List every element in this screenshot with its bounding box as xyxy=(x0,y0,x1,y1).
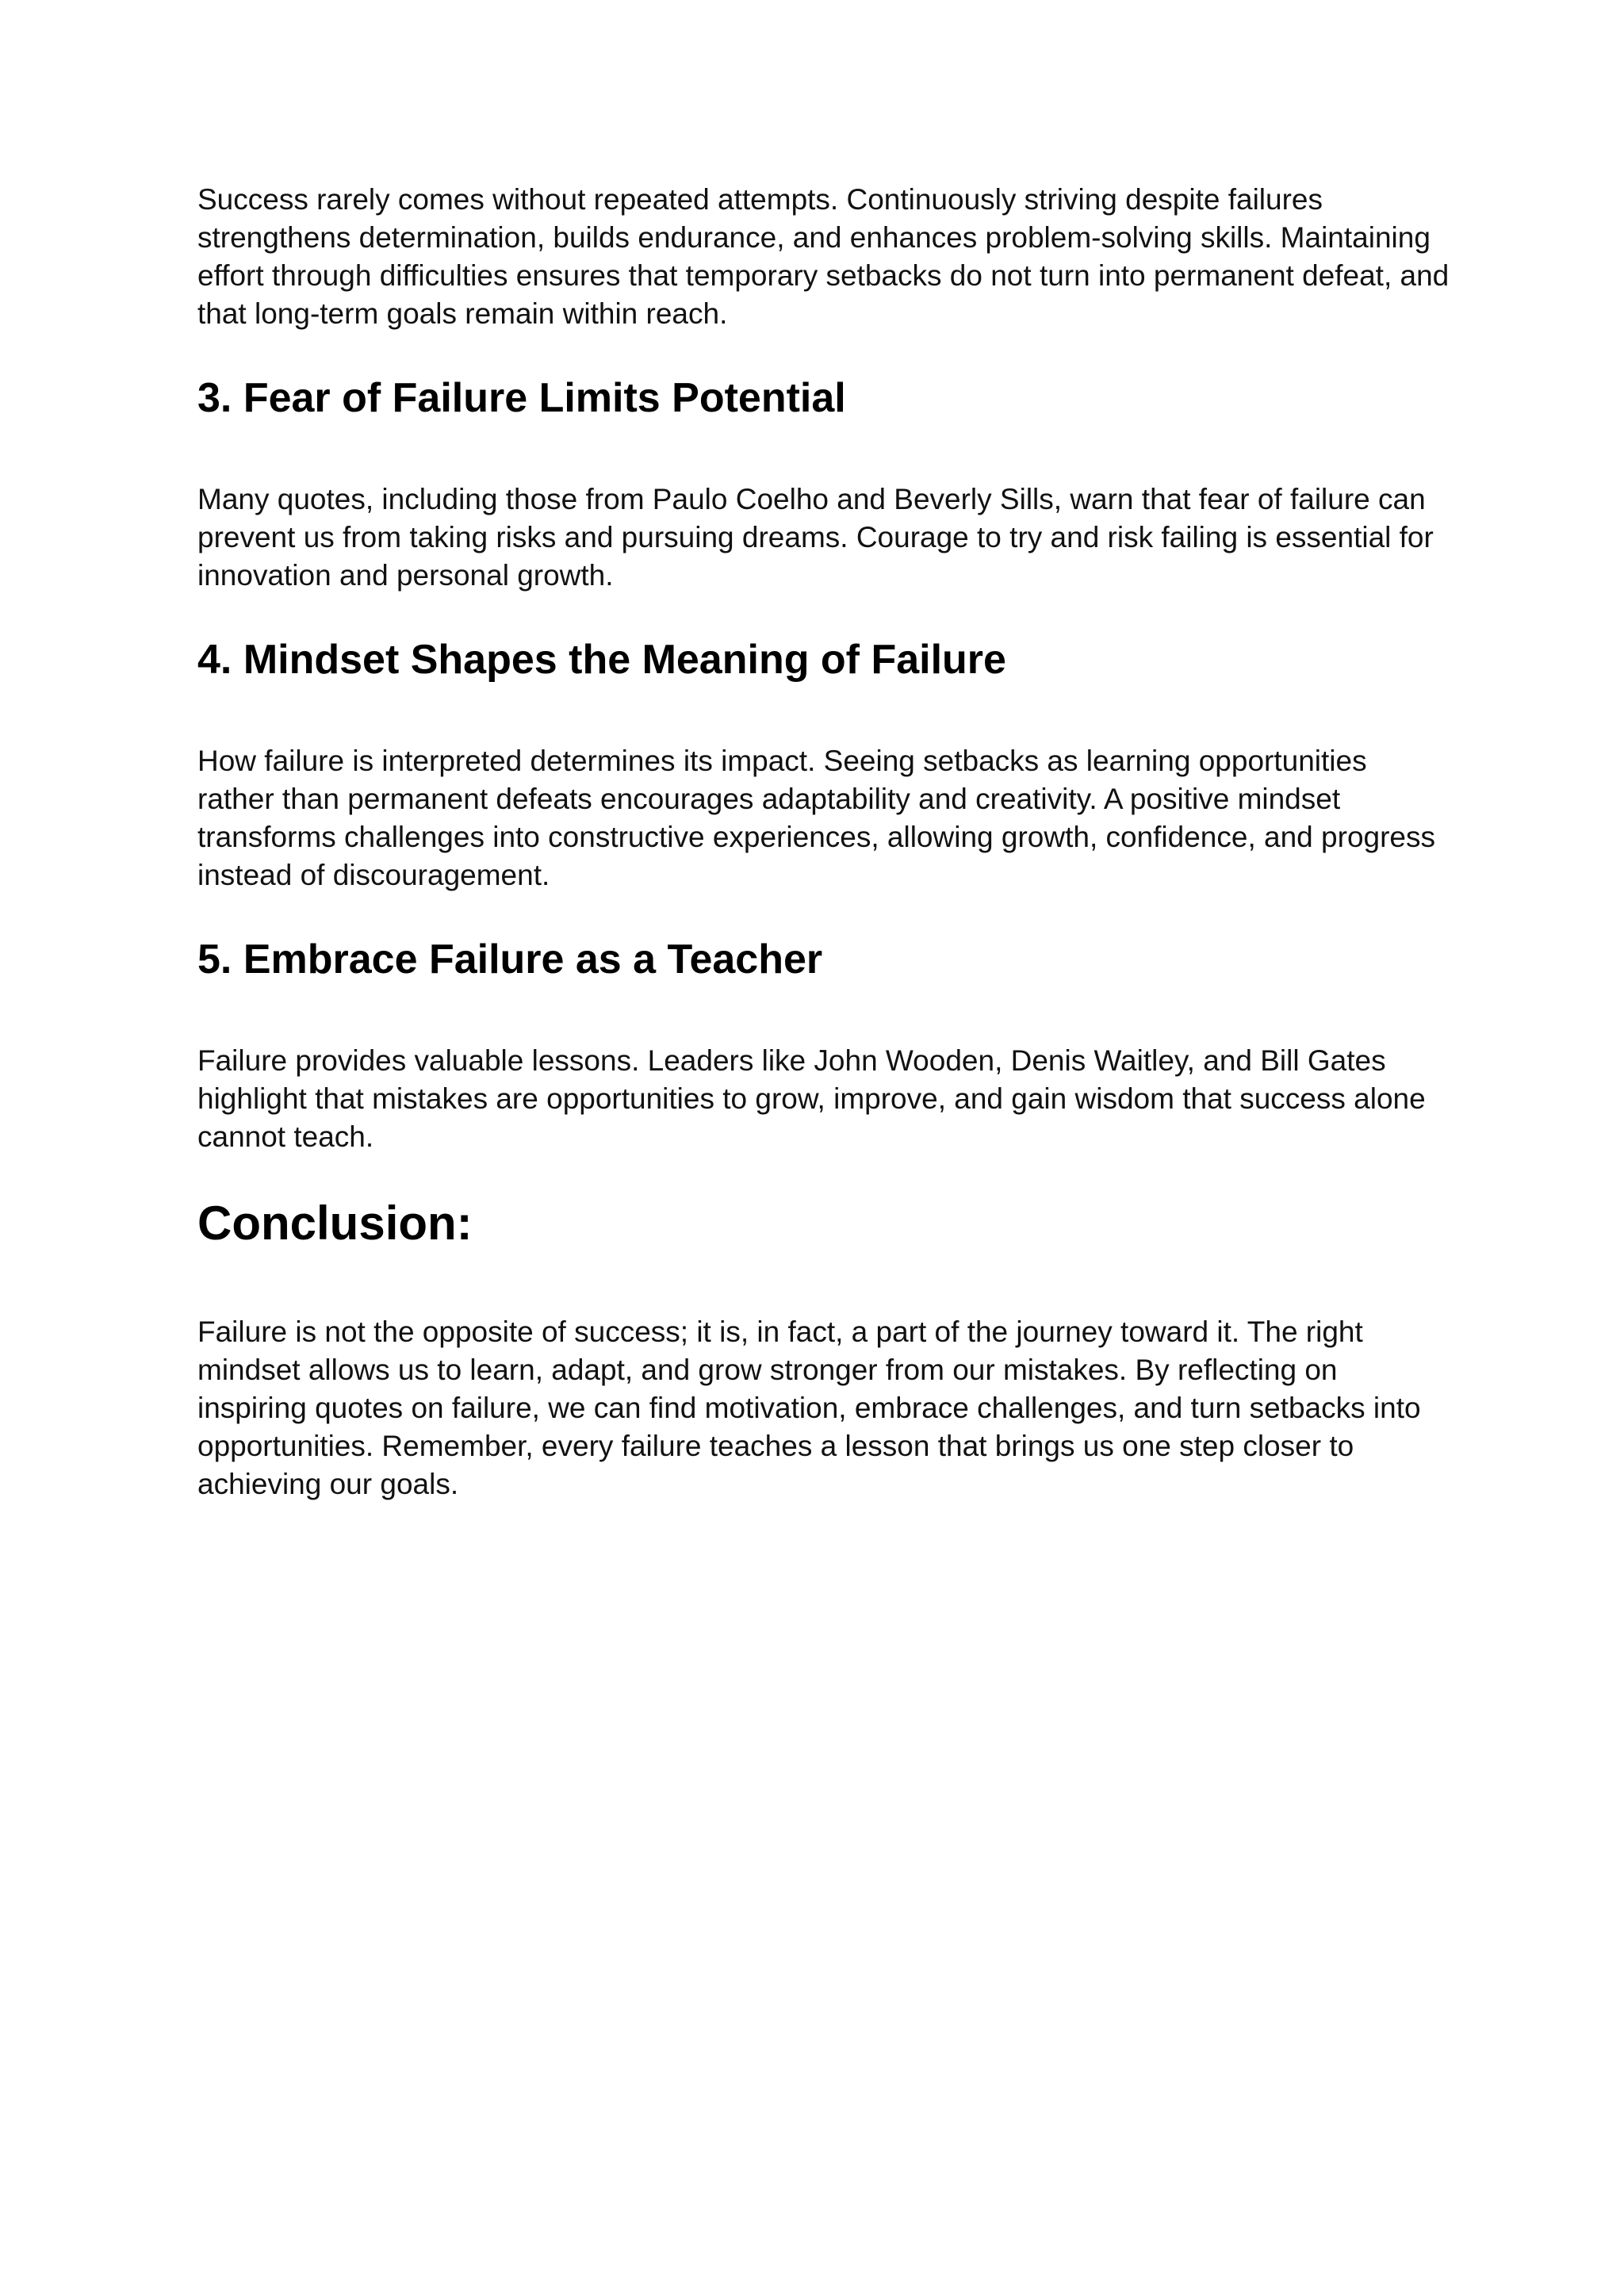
section-body-embrace-failure: Failure provides valuable lessons. Leaders like John Wooden, Denis Waitley, and Bill Gates highlight that mistakes are opportunities to grow, improve, and gain wisdom that success alone cannot teach. xyxy=(197,1044,1426,1153)
section-body-fear-of-failure: Many quotes, including those from Paulo Coelho and Beverly Sills, warn that fear of failure can prevent us from taking risks and pursuing dreams. Courage to try and risk failing is essential for innovation and personal growth. xyxy=(197,483,1434,592)
intro-paragraph: Success rarely comes without repeated attempts. Continuously striving despite failures strengthens determination, builds endurance, and enhances problem-solving skills. Maintaining effort through difficulties ensures that temporary setbacks do not turn into permanent defeat, and that long-term goals remain within reach. xyxy=(197,183,1450,330)
section-heading-fear-of-failure: 3. Fear of Failure Limits Potential xyxy=(197,375,846,421)
section-heading-mindset: 4. Mindset Shapes the Meaning of Failure xyxy=(197,637,1006,683)
conclusion-body: Failure is not the opposite of success; it is, in fact, a part of the journey toward it. The right mindset allows us to learn, adapt, and grow stronger from our mistakes. By reflecting on inspiring quotes on failure, we can find motivation, embrace challenges, and turn setbacks into opportunities. Remember, every failure teaches a lesson that brings us one step closer to achieving our goals. xyxy=(197,1316,1421,1500)
document-content xyxy=(197,181,1450,1503)
conclusion-heading: Conclusion: xyxy=(197,1197,473,1250)
section-body-mindset: How failure is interpreted determines its impact. Seeing setbacks as learning opportunities rather than permanent defeats encourages adaptability and creativity. A positive mindset transforms challenges into constructive experiences, allowing growth, confidence, and progress instead of discouragement. xyxy=(197,745,1435,891)
section-heading-embrace-failure: 5. Embrace Failure as a Teacher xyxy=(197,936,823,982)
